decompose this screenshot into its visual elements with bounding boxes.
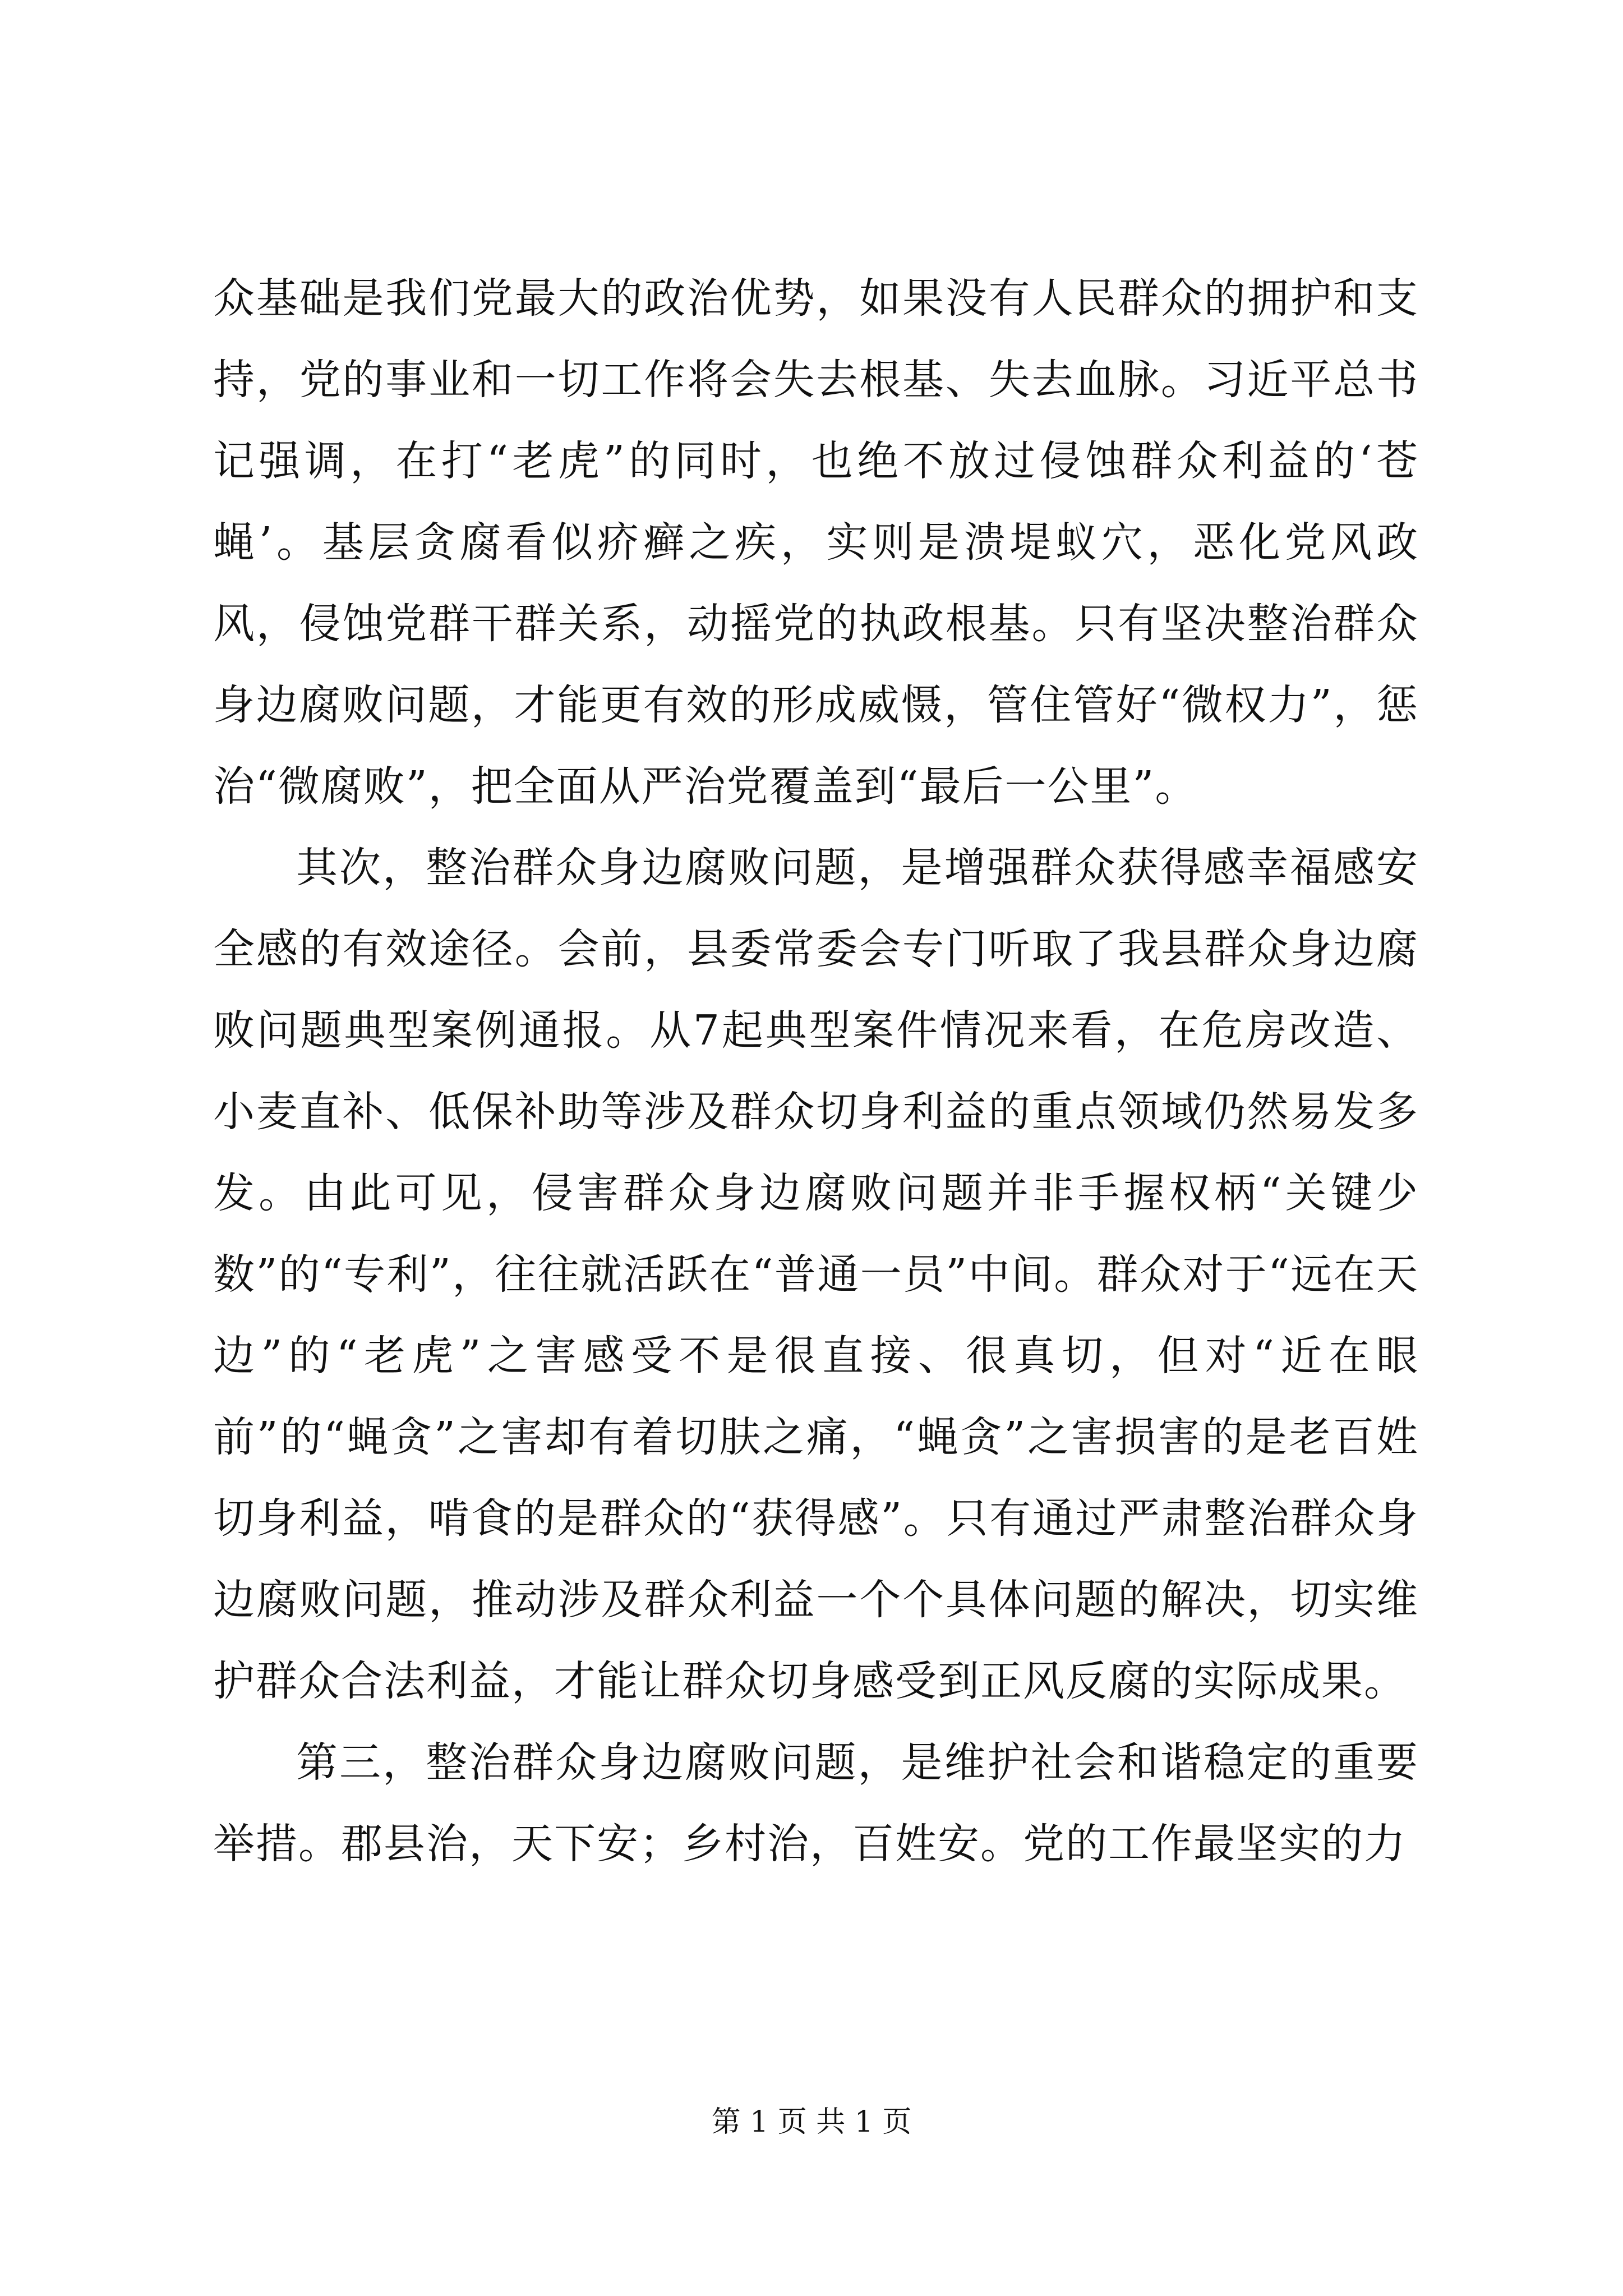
paragraph-continuation: 众基础是我们党最大的政治优势，如果没有人民群众的拥护和支持，党的事业和一切工作将会失去根基、失去血脉。习近平总书记强调，在打“老虎”的同时，也绝不放过侵蚀群众利益的‘苍蝇’。基层贪腐看似疥癣之疾，实则是溃堤蚁穴，恶化党风政风，侵蚀党群干群关系，动摇党的执政根基。只有坚决整治群众身边腐败问题，才能更有效的形成威慑，管住管好“微权力”，惩治“微腐败”，把全面从严治党覆盖到“最后一公里”。 (213, 274, 1419, 811)
page-number-label: 第 1 页 共 1 页 (711, 2105, 912, 2139)
paragraph-third: 第三，整治群众身边腐败问题，是维护社会和谐稳定的重要举措。郡县治，天下安；乡村治，百姓安。党的工作最坚实的力 (213, 1738, 1419, 1868)
body-text (213, 258, 1419, 1885)
paragraph-second: 其次，整治群众身边腐败问题，是增强群众获得感幸福感安全感的有效途径。会前，县委常委会专门听取了我县群众身边腐败问题典型案例通报。从7起典型案件情况来看，在危房改造、小麦直补、低保补助等涉及群众切身利益的重点领域仍然易发多发。由此可见，侵害群众身边腐败问题并非手握权柄“关键少数”的“专利”，往往就活跃在“普通一员”中间。群众对于“远在天边”的“老虎”之害感受不是很直接、很真切，但对“近在眼前”的“蝇贪”之害却有着切肤之痛，“蝇贪”之害损害的是老百姓切身利益，啃食的是群众的“获得感”。只有通过严肃整治群众身边腐败问题，推动涉及群众利益一个个具体问题的解决，切实维护群众合法利益，才能让群众切身感受到正风反腐的实际成果。 (213, 844, 1419, 1705)
page-footer (0, 2098, 1623, 2140)
